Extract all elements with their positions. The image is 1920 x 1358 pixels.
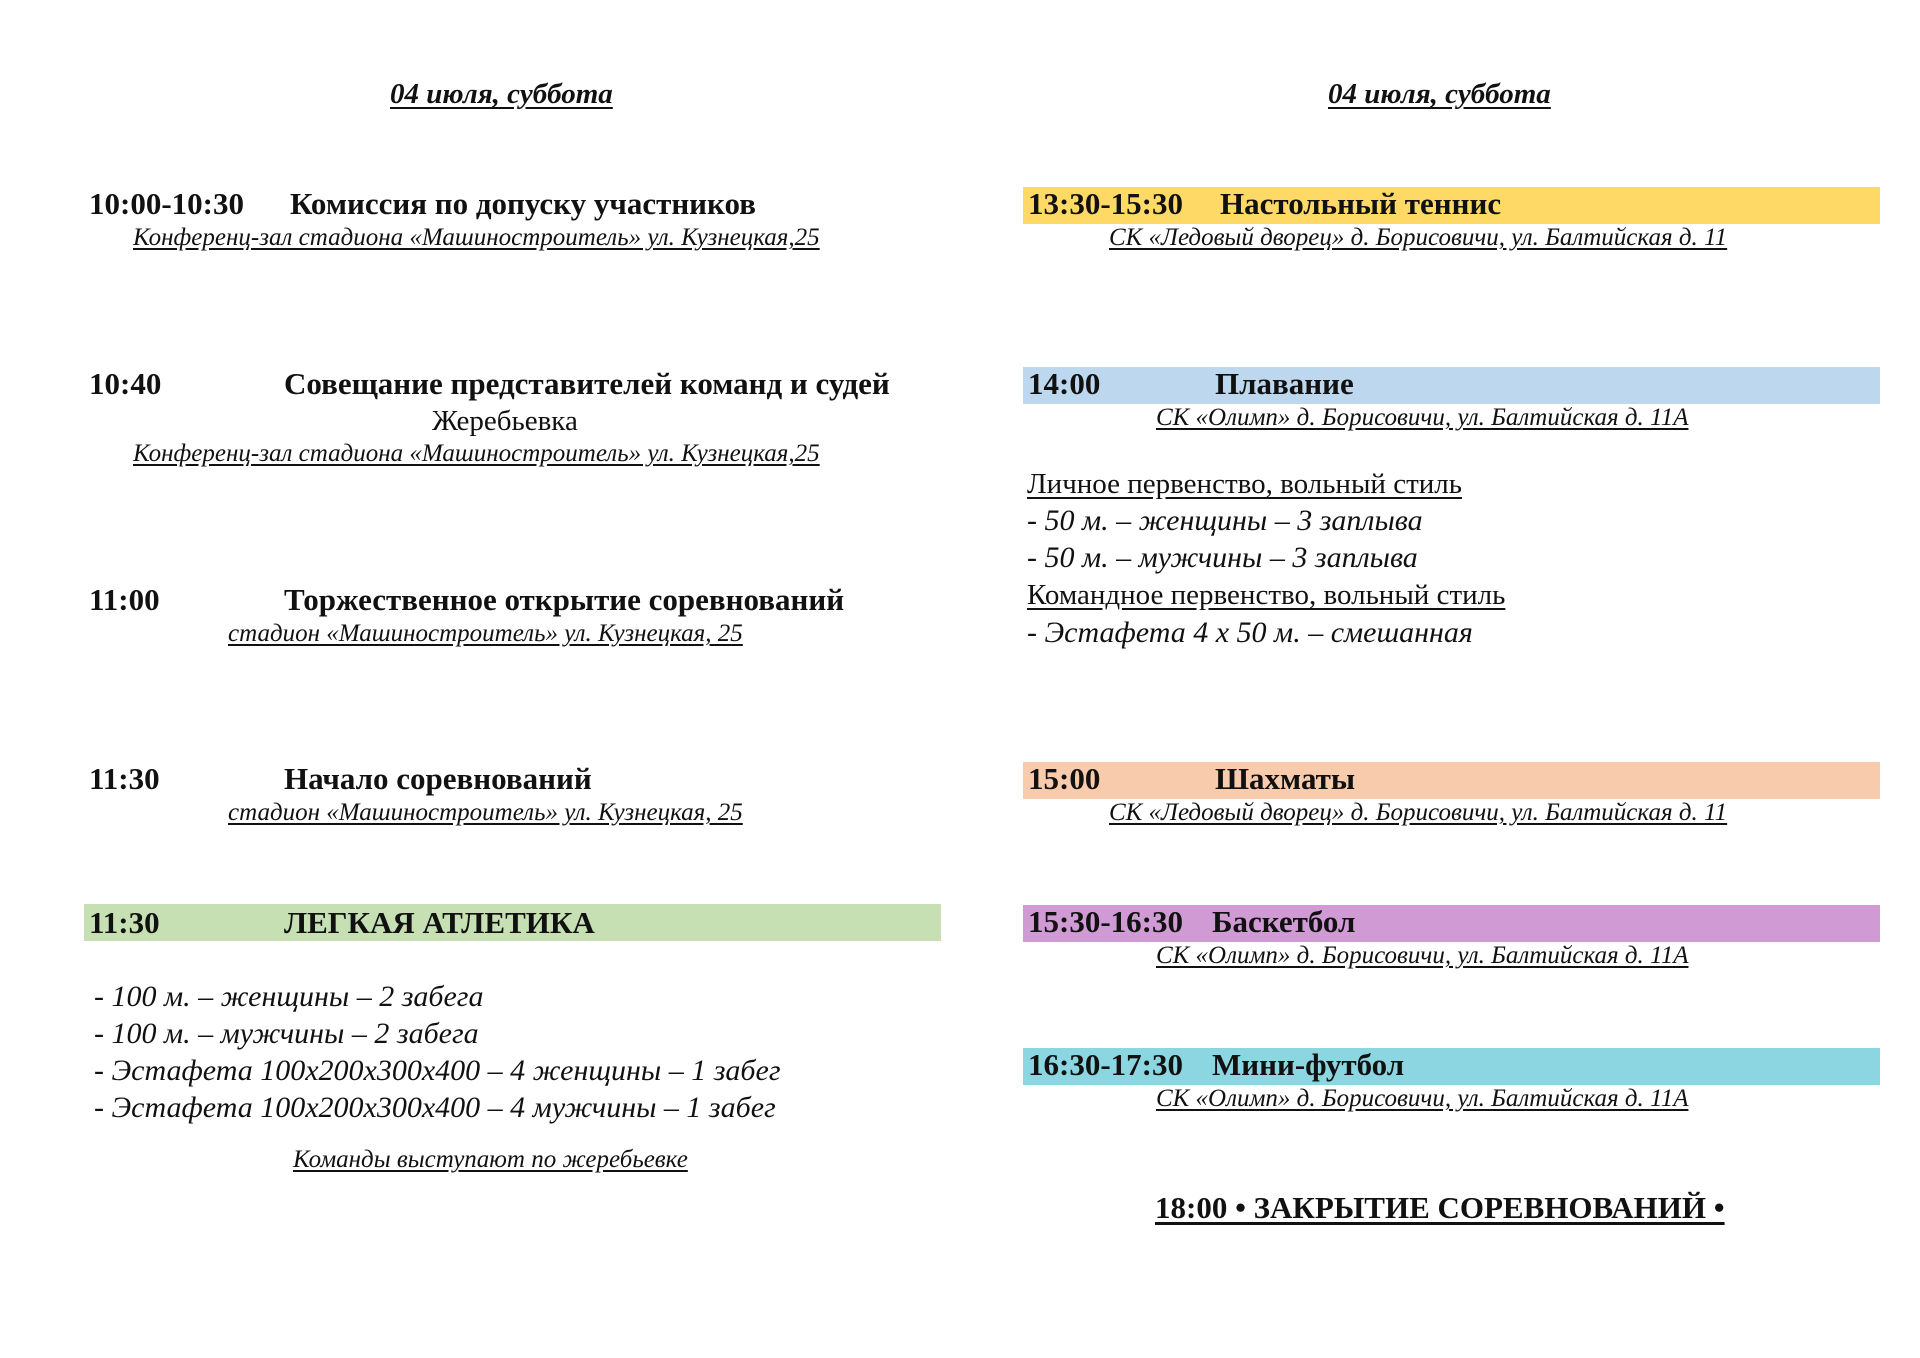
opening-location: стадион «Машиностроитель» ул. Кузнецкая, 25	[228, 620, 743, 647]
basketball-location: СК «Олимп» д. Борисовичи, ул. Балтийская д. 11А	[1156, 942, 1689, 969]
chess-title: Шахматы	[1215, 761, 1356, 796]
swimming-title: Плавание	[1215, 366, 1354, 401]
basketball-title: Баскетбол	[1212, 904, 1356, 939]
meeting-location: Конференц-зал стадиона «Машиностроитель» ул. Кузнецкая,25	[133, 440, 820, 467]
start-location: стадион «Машиностроитель» ул. Кузнецкая, 25	[228, 799, 743, 826]
closing-ceremony: 18:00 • ЗАКРЫТИЕ СОРЕВНОВАНИЙ •	[1155, 1190, 1725, 1225]
football-time: 16:30-17:30	[1028, 1047, 1183, 1082]
start-time: 11:30	[89, 761, 160, 796]
athletics-item: - Эстафета 100х200х300х400 – 4 мужчины – 1 забег	[94, 1091, 776, 1124]
athletics-item: - Эстафета 100х200х300х400 – 4 женщины – 1 забег	[94, 1054, 781, 1087]
basketball-time: 15:30-16:30	[1028, 904, 1183, 939]
swimming-detail-item: - 50 м. – мужчины – 3 заплыва	[1027, 541, 1418, 574]
meeting-subtitle: Жеребьевка	[432, 405, 578, 437]
chess-location: СК «Ледовый дворец» д. Борисовичи, ул. Балтийская д. 11	[1109, 799, 1728, 826]
left-date-heading: 04 июля, суббота	[390, 78, 613, 110]
swimming-time: 14:00	[1028, 366, 1101, 401]
commission-time: 10:00-10:30	[89, 186, 244, 221]
athletics-title: ЛЕГКАЯ АТЛЕТИКА	[284, 905, 595, 940]
athletics-time: 11:30	[89, 905, 160, 940]
athletics-item: - 100 м. – мужчины – 2 забега	[94, 1017, 479, 1050]
commission-title: Комиссия по допуску участников	[290, 186, 756, 221]
athletics-note: Команды выступают по жеребьевке	[293, 1146, 688, 1173]
meeting-title: Совещание представителей команд и судей	[284, 366, 890, 401]
tennis-time: 13:30-15:30	[1028, 186, 1183, 221]
football-title: Мини-футбол	[1212, 1047, 1405, 1082]
commission-location: Конференц-зал стадиона «Машиностроитель» ул. Кузнецкая,25	[133, 224, 820, 251]
swimming-detail-item: - Эстафета 4 х 50 м. – смешанная	[1027, 616, 1473, 649]
swimming-detail-header: Командное первенство, вольный стиль	[1027, 579, 1506, 611]
swimming-detail-header: Личное первенство, вольный стиль	[1027, 468, 1462, 500]
swimming-detail-item: - 50 м. – женщины – 3 заплыва	[1027, 504, 1423, 537]
football-location: СК «Олимп» д. Борисовичи, ул. Балтийская д. 11А	[1156, 1085, 1689, 1112]
swimming-location: СК «Олимп» д. Борисовичи, ул. Балтийская д. 11А	[1156, 404, 1689, 431]
opening-title: Торжественное открытие соревнований	[284, 582, 845, 617]
chess-highlight	[1023, 762, 1880, 799]
right-date-heading: 04 июля, суббота	[1328, 78, 1551, 110]
opening-time: 11:00	[89, 582, 160, 617]
athletics-item: - 100 м. – женщины – 2 забега	[94, 980, 484, 1013]
tennis-title: Настольный теннис	[1220, 186, 1502, 221]
swimming-highlight	[1023, 367, 1880, 404]
tennis-location: СК «Ледовый дворец» д. Борисовичи, ул. Балтийская д. 11	[1109, 224, 1728, 251]
meeting-time: 10:40	[89, 366, 162, 401]
start-title: Начало соревнований	[284, 761, 592, 796]
chess-time: 15:00	[1028, 761, 1101, 796]
